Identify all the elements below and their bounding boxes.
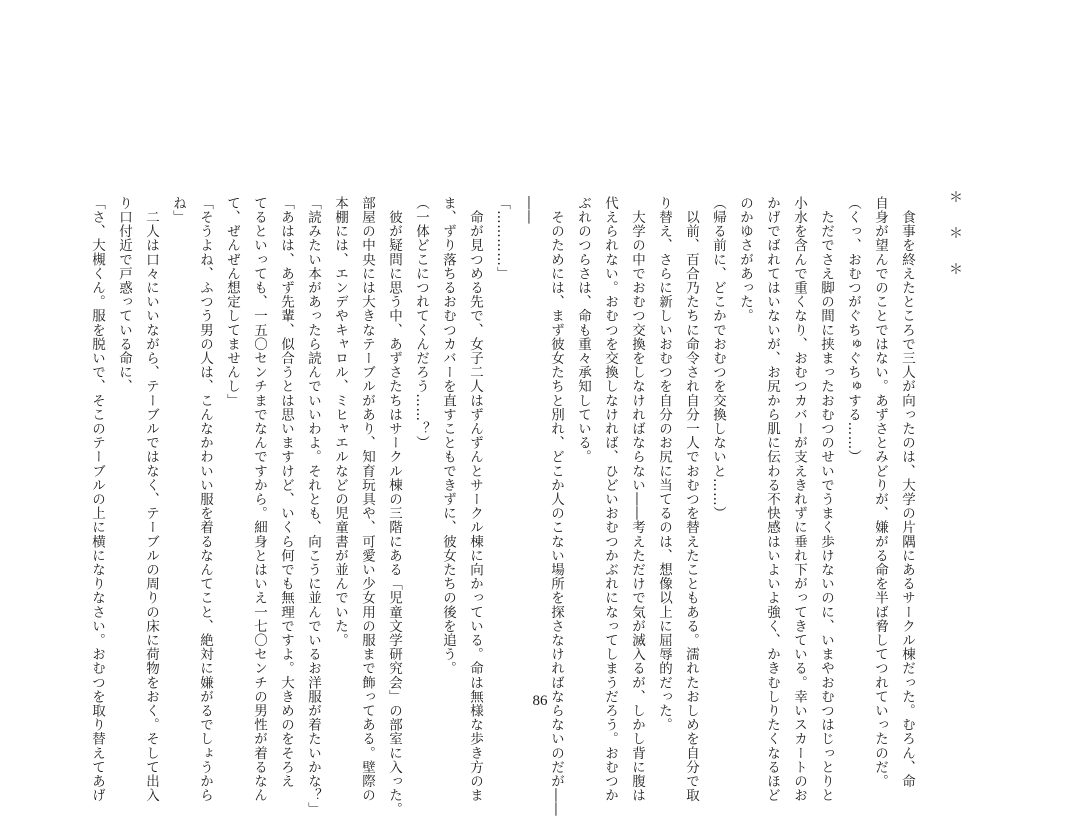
- section-break: ＊＊＊: [947, 190, 963, 298]
- text-column: 食事を終えたところで三人が向ったのは、大学の片隅にあるサークル棟だった。むろん、命: [899, 196, 915, 789]
- text-column: 部屋の中央には大きなテーブルがあり、知育玩具や、可愛い少女用の服まで飾ってある。壁際の: [359, 196, 375, 803]
- text-column: 「あはは、あず先輩、似合うとは思いますけど、いくら何でも無理ですよ。大きめのをそろえ: [278, 196, 294, 789]
- text-column: 自身が望んでのことではない。あずさとみどりが、嫌がる命を半ば脅してつれていったのだ。: [872, 196, 888, 789]
- text-column: のかゆさがあった。: [737, 196, 753, 323]
- text-column: 小水を含んで重くなり、おむつカバーが支えきれずに垂れ下がってきている。幸いスカートのお: [791, 196, 807, 803]
- text-column: 彼が疑問に思う中、あずさたちはサークル棟の三階にある「児童文学研究会」の部室に入った。: [386, 196, 402, 816]
- text-column: り替え、さらに新しいおむつを自分のお尻に当てるのは、想像以上に屈辱的だった。: [656, 196, 672, 732]
- text-column: （くっ、おむつがぐちゅぐちゅする……）: [845, 196, 861, 464]
- text-column: 「読みたい本があったら読んでいいわよ。それとも、向こうに並んでいるお洋服が着たいかな？」: [305, 196, 321, 816]
- text-column: 本棚には、エンデやキャロル、ミヒャエルなどの児童書が並んでいた。: [332, 196, 348, 648]
- text-column: 二人は口々にいいながら、テーブルではなく、テーブルの周りの床に荷物をおく。そして出入: [143, 196, 159, 803]
- text-column: 「さ、大槻くん。服を脱いで、そこのテーブルの上に横になりなさい。おむつを取り替えてあげ: [89, 196, 105, 803]
- text-column: て、ぜんぜん想定してませんし」: [224, 196, 240, 408]
- text-column: ――: [521, 196, 537, 225]
- text-column: 大学の中でおむつ交換をしなければならない――考えただけで気が滅入るが、しかし背に腹は: [629, 196, 645, 803]
- text-column: 命が見つめる先で、女子二人はずんずんとサークル棟に向かっている。命は無様な歩き方のま: [467, 196, 483, 803]
- text-column: （帰る前に、どこかでおむつを交換しないと……）: [710, 196, 726, 521]
- text-column: ただでさえ脚の間に挟まったおむつのせいでうまく歩けないのに、いまやおむつはじっとりと: [818, 196, 834, 803]
- page-number: 86: [532, 693, 548, 709]
- text-column: 「そうよね、ふつう男の人は、こんなかわいい服を着るなんてこと、絶対に嫌がるでしょうから: [197, 196, 213, 803]
- text-column: そのためには、まず彼女たちと別れ、どこか人のこない場所を探さなければならないのだが――: [548, 196, 564, 816]
- text-column: ま、ずり落ちるおむつカバーを直すこともできずに、彼女たちの後を追う。: [440, 196, 456, 676]
- text-column: ね」: [170, 196, 186, 225]
- text-column: かげでばれてはいないが、お尻から肌に伝わる不快感はいよいよ強く、かきむしりたくなるほど: [764, 196, 780, 803]
- text-column: 代えられない。おむつを交換しなければ、ひどいおむつかぶれになってしまうだろう。おむつか: [602, 196, 618, 803]
- text-column: 「…………」: [494, 196, 510, 281]
- text-column: ぶれのつらさは、命も重々承知している。: [575, 196, 591, 464]
- text-column: （一体どこにつれてくんだろう……？）: [413, 196, 429, 450]
- text-column: てるといっても、一五〇センチまでなんですから。細身とはいえ一七〇センチの男性が着るなん: [251, 196, 267, 803]
- text-column: り口付近で戸惑っている命に、: [116, 196, 132, 394]
- text-column: 以前、百合乃たちに命令され自分一人でおむつを替えたこともある。濡れたおしめを自分で取: [683, 196, 699, 803]
